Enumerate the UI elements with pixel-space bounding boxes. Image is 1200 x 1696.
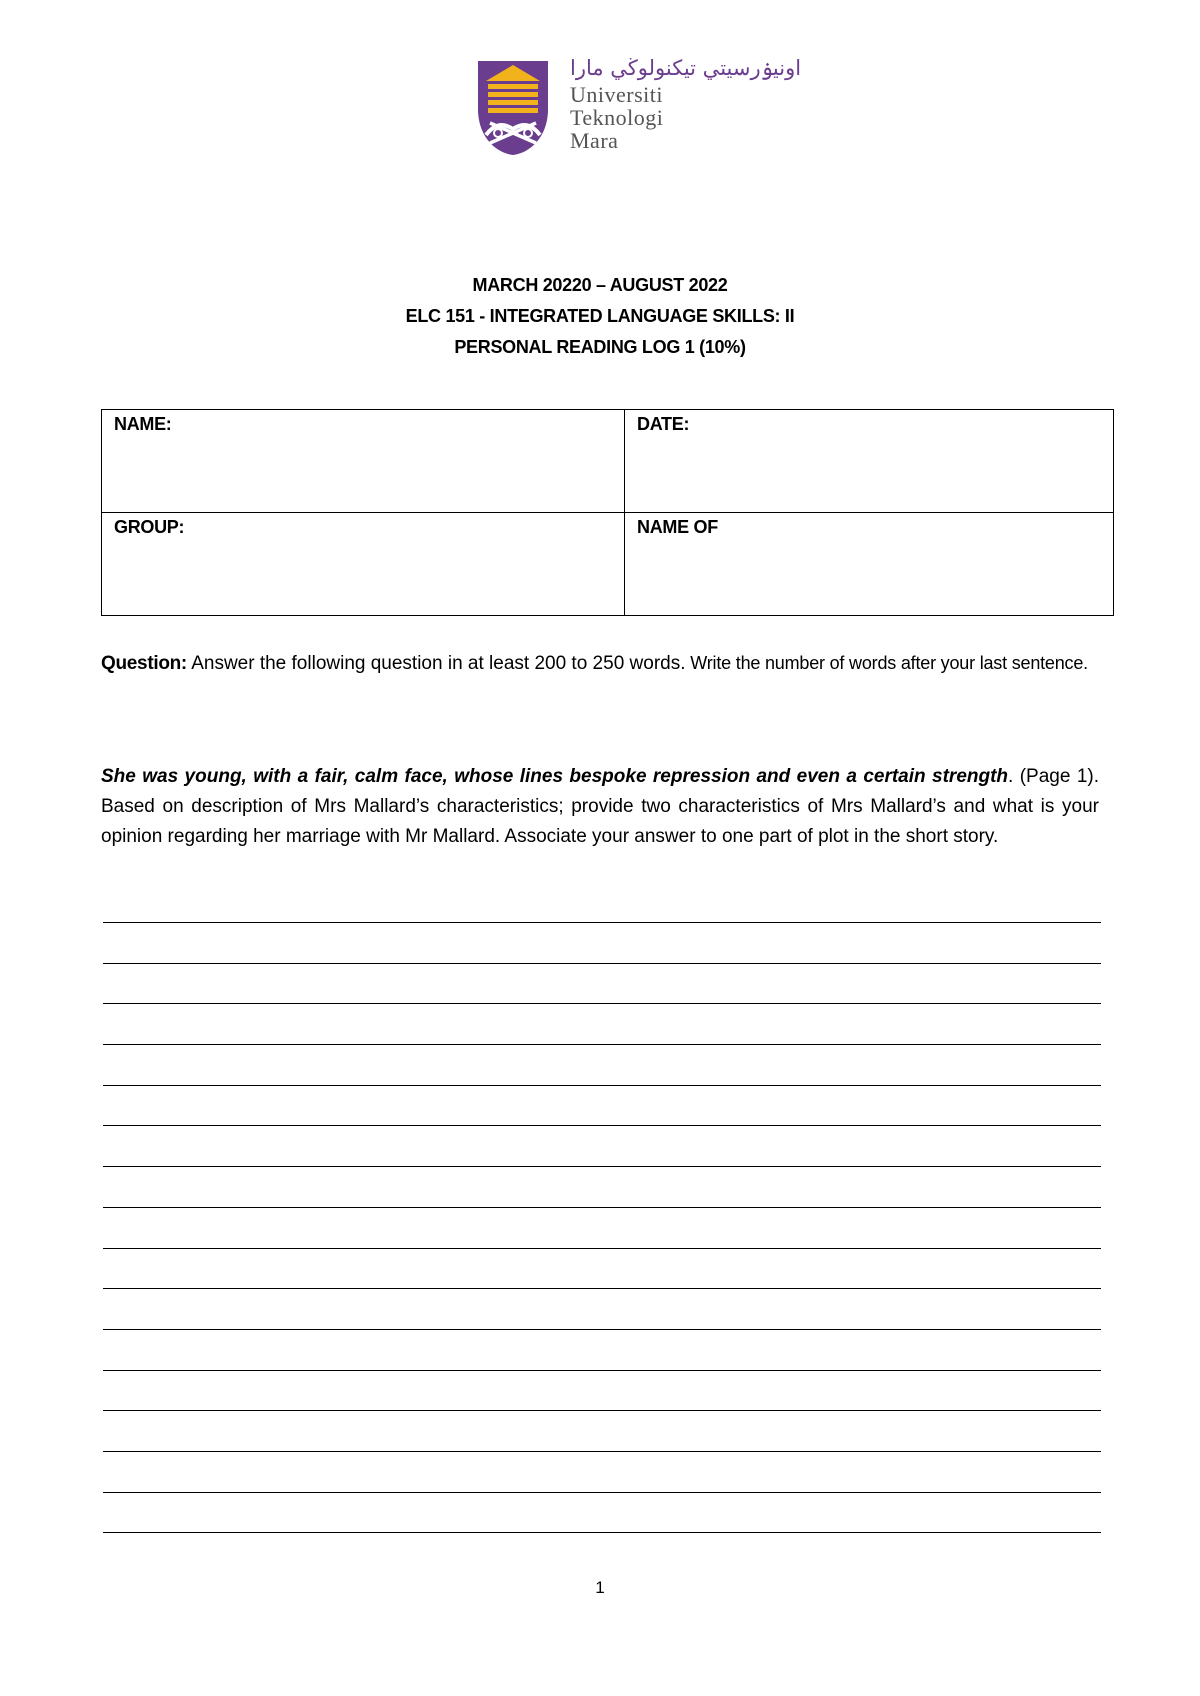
logo-line-mara: Mara <box>570 128 619 153</box>
page-number: 1 <box>595 1578 605 1597</box>
answer-lines[interactable] <box>103 922 1101 1533</box>
question-label: Question: <box>101 653 187 674</box>
question-instruction-tail: Write the number of words after your last sentence. <box>685 653 1088 673</box>
passage-quote: She was young, with a fair, calm face, whose lines bespoke repression and even a certain strength <box>101 766 1009 787</box>
answer-line[interactable] <box>103 1045 1101 1086</box>
logo-line-teknologi: Teknologi <box>570 105 664 130</box>
answer-line[interactable] <box>103 1330 1101 1371</box>
answer-line[interactable] <box>103 1126 1101 1167</box>
question-passage <box>101 762 1099 852</box>
answer-line[interactable] <box>103 923 1101 964</box>
logo-arabic-text: اونيۏرسيتي تيكنولوڬي مارا <box>570 56 802 80</box>
name-of-label: NAME OF <box>637 517 718 537</box>
session-heading: MARCH 20220 – AUGUST 2022 <box>472 275 728 295</box>
answer-line[interactable] <box>103 1167 1101 1208</box>
logo-line-universiti: Universiti <box>570 82 663 107</box>
answer-line[interactable] <box>103 964 1101 1005</box>
date-field[interactable] <box>625 410 1114 513</box>
name-field[interactable] <box>102 410 625 513</box>
answer-line[interactable] <box>103 1004 1101 1045</box>
document-heading <box>0 270 1200 363</box>
answer-line[interactable] <box>103 1086 1101 1127</box>
answer-line[interactable] <box>103 1289 1101 1330</box>
group-label: GROUP: <box>114 517 185 537</box>
student-info-table <box>101 409 1114 616</box>
uitm-logo <box>474 56 802 161</box>
answer-line[interactable] <box>103 1493 1101 1534</box>
answer-line[interactable] <box>103 1371 1101 1412</box>
question-instruction <box>101 648 1099 679</box>
name-label: NAME: <box>114 414 172 434</box>
logo-wordmark <box>570 83 663 152</box>
answer-line[interactable] <box>103 1452 1101 1493</box>
answer-line[interactable] <box>103 1249 1101 1290</box>
name-of-field[interactable] <box>625 513 1114 616</box>
passage-body: . (Page 1). Based on description of Mrs Mallard’s characteristics; provide two characteristics of Mrs Mallard’s and what is your opinion regarding her marriage with Mr Mallard. Associate your answer to one part of plot in the short story. <box>101 766 1100 847</box>
group-field[interactable] <box>102 513 625 616</box>
question-instruction-text: Answer the following question in at least 200 to 250 words. <box>186 653 686 674</box>
date-label: DATE: <box>637 414 690 434</box>
uitm-crest-icon <box>474 57 552 157</box>
course-heading: ELC 151 - INTEGRATED LANGUAGE SKILLS: II <box>405 306 795 326</box>
answer-line[interactable] <box>103 1411 1101 1452</box>
assessment-heading: PERSONAL READING LOG 1 (10%) <box>454 337 746 357</box>
answer-line[interactable] <box>103 1208 1101 1249</box>
